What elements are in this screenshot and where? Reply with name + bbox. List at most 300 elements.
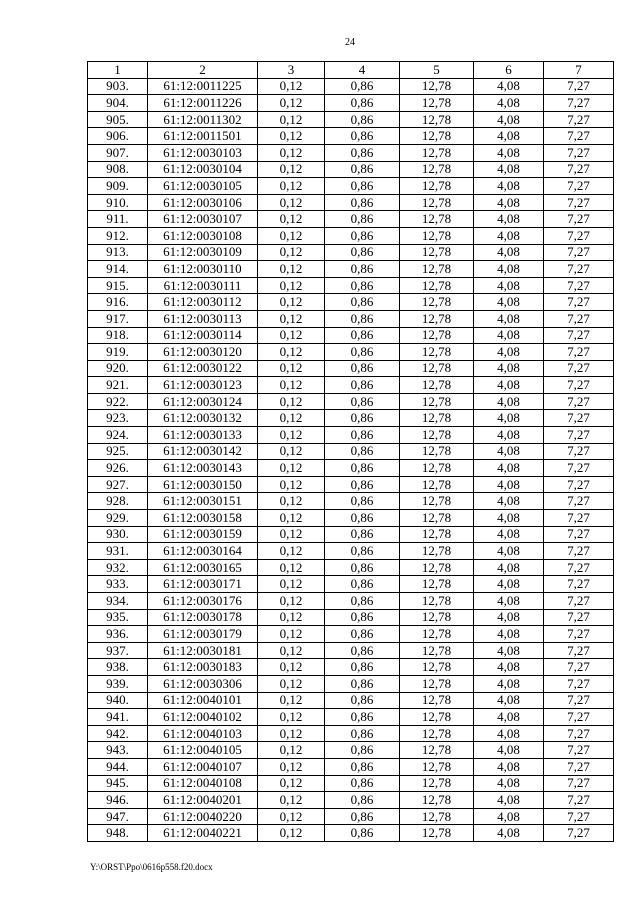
cadastral-number-cell: 61:12:0030104 [148,161,258,178]
row-number-cell: 903. [88,78,148,95]
value-cell-5: 12,78 [400,211,474,228]
row-number-cell: 944. [88,758,148,775]
value-cell-4: 0,86 [325,194,400,211]
value-cell-3: 0,12 [258,443,325,460]
cadastral-number-cell: 61:12:0040107 [148,758,258,775]
table-row [88,675,614,692]
table-row [88,825,614,842]
table-row [88,493,614,510]
value-cell-4: 0,86 [325,659,400,676]
row-number-cell: 916. [88,294,148,311]
row-number-cell: 929. [88,510,148,527]
value-cell-5: 12,78 [400,792,474,809]
value-cell-5: 12,78 [400,227,474,244]
cadastral-number-cell: 61:12:0030120 [148,344,258,361]
row-number-cell: 941. [88,709,148,726]
cadastral-number-cell: 61:12:0030158 [148,510,258,527]
value-cell-7: 7,27 [544,360,614,377]
value-cell-6: 4,08 [474,543,544,560]
value-cell-4: 0,86 [325,526,400,543]
row-number-cell: 921. [88,377,148,394]
value-cell-5: 12,78 [400,161,474,178]
value-cell-7: 7,27 [544,244,614,261]
table-row [88,128,614,145]
value-cell-3: 0,12 [258,310,325,327]
table-row [88,344,614,361]
row-number-cell: 924. [88,427,148,444]
value-cell-4: 0,86 [325,161,400,178]
cadastral-number-cell: 61:12:0030122 [148,360,258,377]
cadastral-number-cell: 61:12:0040220 [148,808,258,825]
value-cell-3: 0,12 [258,692,325,709]
value-cell-4: 0,86 [325,144,400,161]
value-cell-4: 0,86 [325,460,400,477]
value-cell-3: 0,12 [258,675,325,692]
value-cell-3: 0,12 [258,178,325,195]
value-cell-6: 4,08 [474,344,544,361]
row-number-cell: 939. [88,675,148,692]
row-number-cell: 906. [88,128,148,145]
value-cell-4: 0,86 [325,95,400,112]
value-cell-7: 7,27 [544,593,614,610]
value-cell-4: 0,86 [325,227,400,244]
value-cell-3: 0,12 [258,360,325,377]
value-cell-3: 0,12 [258,393,325,410]
cadastral-number-cell: 61:12:0030171 [148,576,258,593]
row-number-cell: 904. [88,95,148,112]
value-cell-3: 0,12 [258,410,325,427]
value-cell-4: 0,86 [325,692,400,709]
value-cell-6: 4,08 [474,178,544,195]
value-cell-3: 0,12 [258,576,325,593]
table-row [88,725,614,742]
value-cell-6: 4,08 [474,626,544,643]
value-cell-7: 7,27 [544,211,614,228]
value-cell-6: 4,08 [474,360,544,377]
value-cell-4: 0,86 [325,111,400,128]
value-cell-5: 12,78 [400,725,474,742]
value-cell-5: 12,78 [400,642,474,659]
row-number-cell: 945. [88,775,148,792]
value-cell-6: 4,08 [474,642,544,659]
value-cell-5: 12,78 [400,360,474,377]
value-cell-7: 7,27 [544,510,614,527]
table-row [88,775,614,792]
value-cell-5: 12,78 [400,294,474,311]
value-cell-4: 0,86 [325,808,400,825]
value-cell-3: 0,12 [258,211,325,228]
value-cell-6: 4,08 [474,393,544,410]
value-cell-3: 0,12 [258,377,325,394]
value-cell-4: 0,86 [325,128,400,145]
row-number-cell: 923. [88,410,148,427]
value-cell-4: 0,86 [325,211,400,228]
row-number-cell: 911. [88,211,148,228]
cadastral-number-cell: 61:12:0030105 [148,178,258,195]
column-header-1: 1 [88,62,148,79]
row-number-cell: 942. [88,725,148,742]
value-cell-6: 4,08 [474,327,544,344]
row-number-cell: 947. [88,808,148,825]
column-header-2: 2 [148,62,258,79]
value-cell-3: 0,12 [258,725,325,742]
value-cell-4: 0,86 [325,725,400,742]
cadastral-number-cell: 61:12:0030109 [148,244,258,261]
cadastral-number-cell: 61:12:0030108 [148,227,258,244]
value-cell-6: 4,08 [474,410,544,427]
value-cell-4: 0,86 [325,78,400,95]
cadastral-number-cell: 61:12:0030110 [148,261,258,278]
value-cell-6: 4,08 [474,161,544,178]
table-row [88,178,614,195]
table-row [88,593,614,610]
value-cell-3: 0,12 [258,277,325,294]
row-number-cell: 925. [88,443,148,460]
value-cell-4: 0,86 [325,792,400,809]
value-cell-5: 12,78 [400,310,474,327]
value-cell-3: 0,12 [258,476,325,493]
value-cell-3: 0,12 [258,659,325,676]
value-cell-6: 4,08 [474,211,544,228]
table-row [88,792,614,809]
cadastral-number-cell: 61:12:0030106 [148,194,258,211]
value-cell-3: 0,12 [258,510,325,527]
cadastral-number-cell: 61:12:0030112 [148,294,258,311]
table-row [88,476,614,493]
table-body [88,78,614,841]
row-number-cell: 936. [88,626,148,643]
value-cell-5: 12,78 [400,742,474,759]
value-cell-3: 0,12 [258,294,325,311]
row-number-cell: 907. [88,144,148,161]
table-row [88,327,614,344]
row-number-cell: 946. [88,792,148,809]
table-row [88,526,614,543]
value-cell-4: 0,86 [325,510,400,527]
row-number-cell: 909. [88,178,148,195]
value-cell-6: 4,08 [474,808,544,825]
value-cell-6: 4,08 [474,742,544,759]
table-row [88,144,614,161]
value-cell-5: 12,78 [400,476,474,493]
value-cell-4: 0,86 [325,593,400,610]
value-cell-7: 7,27 [544,642,614,659]
cadastral-number-cell: 61:12:0030124 [148,393,258,410]
row-number-cell: 928. [88,493,148,510]
value-cell-3: 0,12 [258,709,325,726]
value-cell-6: 4,08 [474,244,544,261]
value-cell-5: 12,78 [400,178,474,195]
value-cell-7: 7,27 [544,758,614,775]
value-cell-4: 0,86 [325,443,400,460]
row-number-cell: 932. [88,559,148,576]
cadastral-number-cell: 61:12:0030179 [148,626,258,643]
value-cell-5: 12,78 [400,692,474,709]
value-cell-4: 0,86 [325,626,400,643]
row-number-cell: 933. [88,576,148,593]
table-row [88,609,614,626]
table-row [88,559,614,576]
value-cell-6: 4,08 [474,709,544,726]
header-row [88,62,614,79]
value-cell-6: 4,08 [474,310,544,327]
value-cell-5: 12,78 [400,128,474,145]
table-row [88,443,614,460]
value-cell-7: 7,27 [544,443,614,460]
table-row [88,410,614,427]
value-cell-5: 12,78 [400,493,474,510]
table-header [88,62,614,79]
value-cell-5: 12,78 [400,593,474,610]
value-cell-6: 4,08 [474,792,544,809]
cadastral-number-cell: 61:12:0030113 [148,310,258,327]
value-cell-4: 0,86 [325,493,400,510]
value-cell-7: 7,27 [544,227,614,244]
value-cell-5: 12,78 [400,393,474,410]
cadastral-number-cell: 61:12:0030111 [148,277,258,294]
value-cell-6: 4,08 [474,593,544,610]
value-cell-3: 0,12 [258,526,325,543]
value-cell-7: 7,27 [544,460,614,477]
value-cell-5: 12,78 [400,111,474,128]
row-number-cell: 905. [88,111,148,128]
data-table [87,61,614,842]
value-cell-4: 0,86 [325,476,400,493]
table-row [88,377,614,394]
table-row [88,427,614,444]
row-number-cell: 908. [88,161,148,178]
table-row [88,261,614,278]
cadastral-number-cell: 61:12:0040103 [148,725,258,742]
cadastral-number-cell: 61:12:0030164 [148,543,258,560]
row-number-cell: 938. [88,659,148,676]
value-cell-6: 4,08 [474,128,544,145]
value-cell-7: 7,27 [544,327,614,344]
value-cell-5: 12,78 [400,78,474,95]
table-row [88,161,614,178]
value-cell-7: 7,27 [544,526,614,543]
cadastral-number-cell: 61:12:0030103 [148,144,258,161]
value-cell-7: 7,27 [544,493,614,510]
value-cell-4: 0,86 [325,393,400,410]
value-cell-7: 7,27 [544,410,614,427]
value-cell-5: 12,78 [400,443,474,460]
value-cell-5: 12,78 [400,609,474,626]
value-cell-7: 7,27 [544,261,614,278]
value-cell-3: 0,12 [258,543,325,560]
column-header-3: 3 [258,62,325,79]
cadastral-number-cell: 61:12:0040201 [148,792,258,809]
value-cell-7: 7,27 [544,128,614,145]
value-cell-4: 0,86 [325,758,400,775]
table-row [88,360,614,377]
table-row [88,194,614,211]
value-cell-6: 4,08 [474,725,544,742]
cadastral-number-cell: 61:12:0040102 [148,709,258,726]
value-cell-3: 0,12 [258,742,325,759]
cadastral-number-cell: 61:12:0030159 [148,526,258,543]
value-cell-6: 4,08 [474,194,544,211]
cadastral-number-cell: 61:12:0030123 [148,377,258,394]
value-cell-3: 0,12 [258,775,325,792]
cadastral-number-cell: 61:12:0030165 [148,559,258,576]
value-cell-5: 12,78 [400,659,474,676]
row-number-cell: 927. [88,476,148,493]
value-cell-7: 7,27 [544,825,614,842]
table-row [88,460,614,477]
value-cell-3: 0,12 [258,626,325,643]
cadastral-number-cell: 61:12:0040221 [148,825,258,842]
value-cell-3: 0,12 [258,144,325,161]
row-number-cell: 934. [88,593,148,610]
value-cell-7: 7,27 [544,576,614,593]
table-row [88,95,614,112]
value-cell-7: 7,27 [544,792,614,809]
value-cell-5: 12,78 [400,277,474,294]
value-cell-6: 4,08 [474,692,544,709]
value-cell-6: 4,08 [474,493,544,510]
table-row [88,709,614,726]
value-cell-5: 12,78 [400,709,474,726]
value-cell-7: 7,27 [544,310,614,327]
value-cell-3: 0,12 [258,427,325,444]
value-cell-7: 7,27 [544,742,614,759]
value-cell-3: 0,12 [258,808,325,825]
table-row [88,78,614,95]
value-cell-7: 7,27 [544,78,614,95]
value-cell-6: 4,08 [474,510,544,527]
cadastral-number-cell: 61:12:0030133 [148,427,258,444]
column-header-4: 4 [325,62,400,79]
value-cell-6: 4,08 [474,476,544,493]
value-cell-7: 7,27 [544,725,614,742]
value-cell-6: 4,08 [474,675,544,692]
cadastral-number-cell: 61:12:0030107 [148,211,258,228]
value-cell-7: 7,27 [544,559,614,576]
cadastral-number-cell: 61:12:0030178 [148,609,258,626]
value-cell-6: 4,08 [474,427,544,444]
value-cell-4: 0,86 [325,178,400,195]
value-cell-5: 12,78 [400,675,474,692]
cadastral-number-cell: 61:12:0030181 [148,642,258,659]
row-number-cell: 920. [88,360,148,377]
value-cell-5: 12,78 [400,427,474,444]
table-row [88,576,614,593]
row-number-cell: 922. [88,393,148,410]
value-cell-7: 7,27 [544,111,614,128]
row-number-cell: 919. [88,344,148,361]
value-cell-5: 12,78 [400,261,474,278]
value-cell-6: 4,08 [474,144,544,161]
value-cell-5: 12,78 [400,775,474,792]
value-cell-6: 4,08 [474,609,544,626]
value-cell-3: 0,12 [258,460,325,477]
value-cell-3: 0,12 [258,194,325,211]
row-number-cell: 910. [88,194,148,211]
value-cell-4: 0,86 [325,360,400,377]
cadastral-number-cell: 61:12:0011226 [148,95,258,112]
value-cell-3: 0,12 [258,493,325,510]
value-cell-3: 0,12 [258,559,325,576]
value-cell-7: 7,27 [544,808,614,825]
value-cell-3: 0,12 [258,161,325,178]
value-cell-4: 0,86 [325,277,400,294]
cadastral-number-cell: 61:12:0040108 [148,775,258,792]
value-cell-4: 0,86 [325,294,400,311]
cadastral-number-cell: 61:12:0030142 [148,443,258,460]
cadastral-number-cell: 61:12:0030114 [148,327,258,344]
value-cell-6: 4,08 [474,294,544,311]
value-cell-7: 7,27 [544,659,614,676]
row-number-cell: 931. [88,543,148,560]
table-row [88,742,614,759]
value-cell-6: 4,08 [474,559,544,576]
row-number-cell: 917. [88,310,148,327]
cadastral-number-cell: 61:12:0040105 [148,742,258,759]
value-cell-3: 0,12 [258,227,325,244]
value-cell-5: 12,78 [400,626,474,643]
value-cell-3: 0,12 [258,792,325,809]
value-cell-6: 4,08 [474,460,544,477]
value-cell-5: 12,78 [400,344,474,361]
row-number-cell: 940. [88,692,148,709]
cadastral-number-cell: 61:12:0030151 [148,493,258,510]
value-cell-4: 0,86 [325,609,400,626]
value-cell-3: 0,12 [258,758,325,775]
table-row [88,758,614,775]
value-cell-5: 12,78 [400,543,474,560]
value-cell-7: 7,27 [544,161,614,178]
value-cell-5: 12,78 [400,576,474,593]
table-row [88,244,614,261]
value-cell-6: 4,08 [474,261,544,278]
value-cell-4: 0,86 [325,310,400,327]
value-cell-7: 7,27 [544,377,614,394]
value-cell-4: 0,86 [325,543,400,560]
cadastral-number-cell: 61:12:0011302 [148,111,258,128]
value-cell-6: 4,08 [474,576,544,593]
value-cell-5: 12,78 [400,144,474,161]
value-cell-6: 4,08 [474,78,544,95]
value-cell-7: 7,27 [544,626,614,643]
value-cell-5: 12,78 [400,559,474,576]
row-number-cell: 930. [88,526,148,543]
value-cell-5: 12,78 [400,194,474,211]
cadastral-number-cell: 61:12:0040101 [148,692,258,709]
value-cell-6: 4,08 [474,526,544,543]
row-number-cell: 948. [88,825,148,842]
table-row [88,692,614,709]
table-row [88,543,614,560]
table-row [88,111,614,128]
value-cell-7: 7,27 [544,277,614,294]
value-cell-6: 4,08 [474,111,544,128]
value-cell-4: 0,86 [325,261,400,278]
table-row [88,294,614,311]
value-cell-4: 0,86 [325,742,400,759]
cadastral-number-cell: 61:12:0011225 [148,78,258,95]
value-cell-7: 7,27 [544,95,614,112]
value-cell-3: 0,12 [258,825,325,842]
value-cell-4: 0,86 [325,377,400,394]
value-cell-3: 0,12 [258,261,325,278]
table-row [88,227,614,244]
cadastral-number-cell: 61:12:0030176 [148,593,258,610]
value-cell-6: 4,08 [474,277,544,294]
row-number-cell: 915. [88,277,148,294]
table-row [88,510,614,527]
value-cell-6: 4,08 [474,95,544,112]
